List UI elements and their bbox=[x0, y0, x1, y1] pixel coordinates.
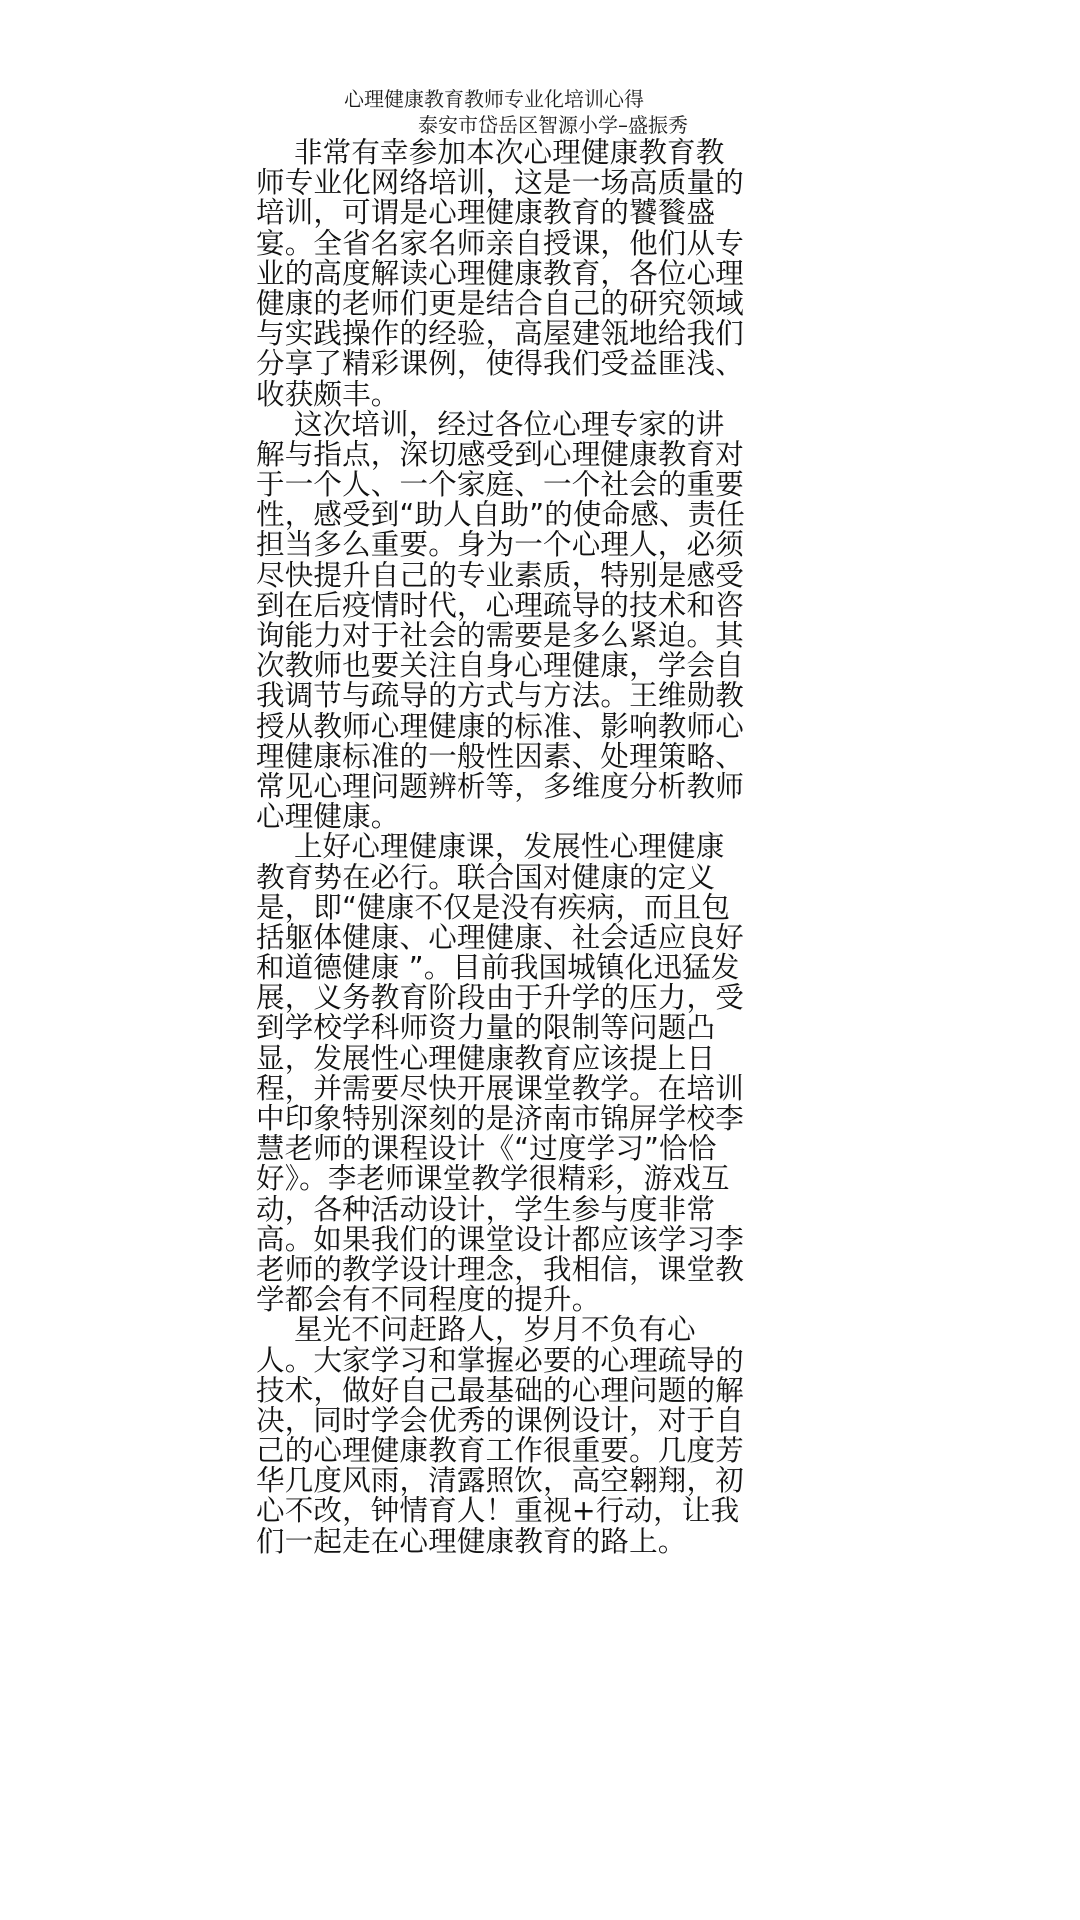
text-line: 显，发展性心理健康教育应该提上日 bbox=[256, 1041, 716, 1075]
text-line: 解与指点，深切感受到心理健康教育对 bbox=[256, 437, 744, 471]
text-line: 宴。全省名家名师亲自授课，他们从专 bbox=[256, 226, 744, 260]
text-line: 分享了精彩课例，使得我们受益匪浅、 bbox=[256, 347, 744, 381]
text-line: 培训，可谓是心理健康教育的饕餮盛 bbox=[256, 196, 716, 230]
text-line: 慧老师的课程设计《“过度学习”恰恰 bbox=[256, 1132, 717, 1166]
text-line: 好》。李老师课堂教学很精彩，游戏互 bbox=[256, 1162, 730, 1196]
text-line: 高。如果我们的课堂设计都应该学习李 bbox=[256, 1222, 744, 1256]
author-line: 泰安市岱岳区智源小学–盛振秀 bbox=[418, 113, 688, 137]
text-line: 心理健康。 bbox=[256, 800, 400, 834]
text-line: 次教师也要关注自身心理健康，学会自 bbox=[256, 649, 744, 683]
paragraph-2 bbox=[256, 407, 776, 834]
text-line: 学都会有不同程度的提升。 bbox=[256, 1283, 601, 1317]
text-line: 人。大家学习和掌握必要的心理疏导的 bbox=[256, 1343, 744, 1377]
text-line: 师专业化网络培训，这是一场高质量的 bbox=[256, 166, 744, 200]
text-line: 非常有幸参加本次心理健康教育教 bbox=[256, 136, 725, 169]
paragraph-4 bbox=[256, 1315, 776, 1557]
text-line: 们一起走在心理健康教育的路上。 bbox=[256, 1524, 687, 1558]
paragraph-3 bbox=[256, 832, 776, 1315]
text-line: 中印象特别深刻的是济南市锦屏学校李 bbox=[256, 1102, 744, 1135]
text-line: 健康的老师们更是结合自己的研究领域 bbox=[256, 286, 744, 320]
text-line: 是，即“健康不仅是没有疾病，而且包 bbox=[256, 890, 731, 924]
text-line: 到学校学科师资力量的限制等问题凸 bbox=[256, 1011, 716, 1045]
text-line: 心不改，钟情育人！重视+行动，让我 bbox=[256, 1494, 740, 1528]
text-line: 尽快提升自己的专业素质，特别是感受 bbox=[256, 558, 744, 592]
text-line: 教育势在必行。联合国对健康的定义 bbox=[256, 860, 716, 894]
text-line: 收获颇丰。 bbox=[256, 377, 400, 411]
text-line: 上好心理健康课，发展性心理健康 bbox=[256, 830, 725, 864]
text-line: 这次培训，经过各位心理专家的讲 bbox=[256, 407, 725, 441]
text-line: 到在后疫情时代，心理疏导的技术和咨 bbox=[256, 588, 744, 622]
text-line: 老师的教学设计理念，我相信，课堂教 bbox=[256, 1252, 744, 1286]
text-line: 星光不问赶路人，岁月不负有心 bbox=[256, 1313, 696, 1347]
text-line: 业的高度解读心理健康教育，各位心理 bbox=[256, 256, 744, 290]
text-line: 于一个人、一个家庭、一个社会的重要 bbox=[256, 468, 744, 502]
document-body bbox=[256, 138, 776, 1557]
text-line: 授从教师心理健康的标准、影响教师心 bbox=[256, 709, 744, 743]
text-line: 己的心理健康教育工作很重要。几度芳 bbox=[256, 1434, 744, 1468]
text-line: 询能力对于社会的需要是多么紧迫。其 bbox=[256, 619, 744, 652]
text-line: 理健康标准的一般性因素、处理策略、 bbox=[256, 739, 744, 773]
text-line: 性，感受到“助人自助”的使命感、责任 bbox=[256, 498, 746, 532]
paragraph-1 bbox=[256, 138, 776, 410]
text-line: 与实践操作的经验，高屋建瓴地给我们 bbox=[256, 317, 744, 351]
text-line: 展，义务教育阶段由于升学的压力，受 bbox=[256, 981, 744, 1015]
text-line: 常见心理问题辨析等，多维度分析教师 bbox=[256, 769, 744, 803]
text-line: 程，并需要尽快开展课堂教学。在培训 bbox=[256, 1071, 744, 1105]
text-line: 决，同时学会优秀的课例设计，对于自 bbox=[256, 1403, 744, 1437]
text-line: 动，各种活动设计，学生参与度非常 bbox=[256, 1192, 716, 1226]
text-line: 括躯体健康、心理健康、社会适应良好 bbox=[256, 920, 744, 954]
document-title: 心理健康教育教师专业化培训心得 bbox=[344, 87, 644, 111]
text-line: 华几度风雨，清露照饮，高空翱翔，初 bbox=[256, 1464, 744, 1498]
text-line: 技术，做好自己最基础的心理问题的解 bbox=[256, 1373, 744, 1407]
text-line: 和道德健康 ”。目前我国城镇化迅猛发 bbox=[256, 951, 740, 985]
text-line: 担当多么重要。身为一个心理人，必须 bbox=[256, 528, 744, 562]
text-line: 我调节与疏导的方式与方法。王维勋教 bbox=[256, 679, 744, 713]
